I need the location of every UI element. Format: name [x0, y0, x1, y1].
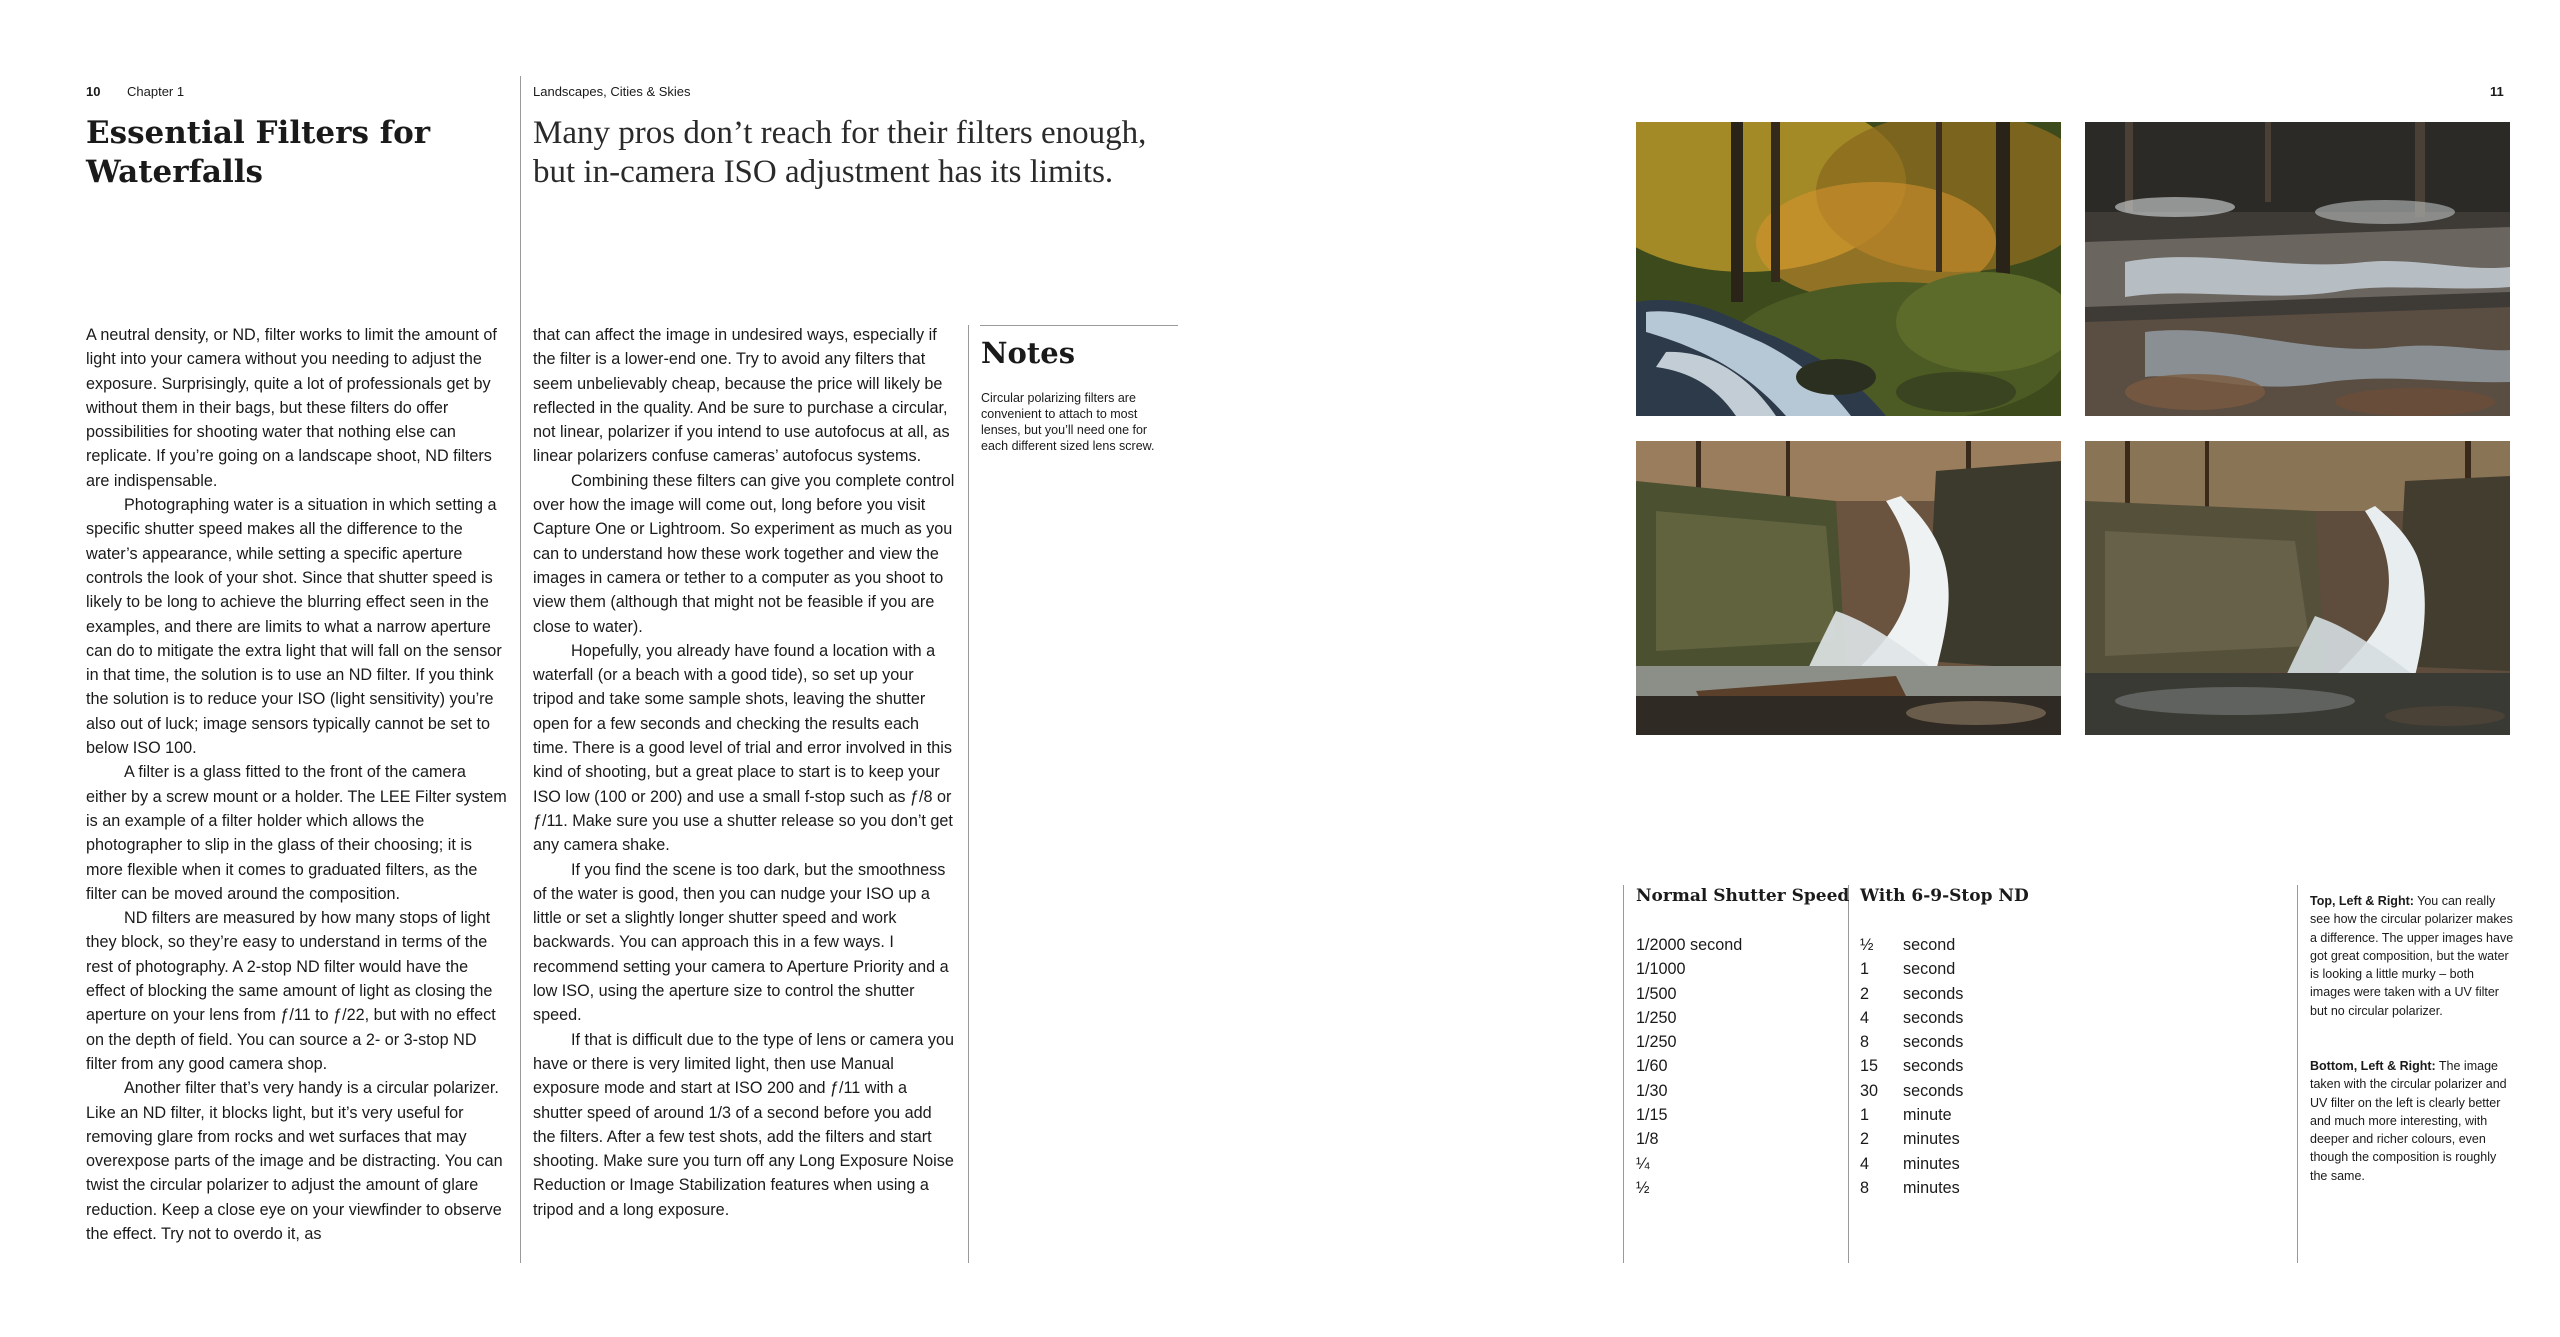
paragraph: Hopefully, you already have found a location with a waterfall (or a beach with a good tide), so set up your tripod and take some sample shots, leaving the shutter open for a few seconds and checking the results each time. There is a good level of trial and error involved in this kind of shooting, but a great place to start is to keep your ISO low (100 or 200) and use a small f-stop such as ƒ/8 or ƒ/11. Make sure you use a shutter release so you don’t get any camera shake.	[533, 641, 953, 855]
waterfall-with-polarizer-image	[1636, 441, 2061, 735]
caption-bottom-label: Bottom, Left & Right:	[2310, 1059, 2436, 1073]
page-number-right: 11	[2490, 84, 2504, 99]
caption-bottom-text: The image taken with the circular polarizer and UV filter on the left is clearly better and much more interesting, with deeper and richer colours, even though the composition is roughly the same.	[2310, 1059, 2507, 1183]
caption-top-label: Top, Left & Right:	[2310, 894, 2414, 908]
paragraph: Photographing water is a situation in which setting a specific shutter speed makes all the difference to the water’s appearance, while setting a specific aperture controls the look of your shot. Since that shutter speed is likely to be long to achieve the blurring effect seen in the examples, and there are limits to what a narrow aperture can do to mitigate the extra light that will fall on the sensor in that time, the solution is to use an ND filter. If you think the solution is to reduce your ISO (light sensitivity) you’re also out of luck; image sensors typically cannot be set to below ISO 100.	[86, 496, 502, 758]
table-cell: ½	[1860, 936, 1874, 954]
table-cell: 4	[1860, 1154, 1870, 1173]
table-rule-2	[1848, 885, 1849, 1263]
article-title-line-1: Essential Filters for	[86, 115, 431, 151]
table-cell: 1	[1860, 1106, 1870, 1125]
column-rule-2	[968, 325, 969, 1263]
table-cell: minutes	[1903, 1178, 1960, 1197]
paragraph: If that is difficult due to the type of lens or camera you have or there is very limited light, then use Manual exposure mode and start at ISO 200 and ƒ/11 with a shutter speed of around 1/3 of a second before you add the filters. After a few test shots, add the filters and start shooting. Make sure you turn off any Long Exposure Noise Reduction or Image Stabilization features when using a tripod and a long exposure.	[533, 1030, 955, 1219]
table-cell: seconds	[1903, 1033, 1964, 1052]
photo-bottom-right	[2085, 441, 2510, 735]
notes-top-rule	[980, 325, 1178, 326]
caption-bottom	[2310, 1057, 2516, 1185]
table-cell: 1	[1860, 960, 1870, 979]
table-cell: seconds	[1903, 984, 1964, 1003]
table-column-nd-unit	[1903, 933, 2023, 1200]
table-cell: 1/1000	[1636, 960, 1686, 979]
table-header-nd: With 6-9-Stop ND	[1860, 886, 2029, 906]
article-deck-line-1: Many pros don’t reach for their filters enough,	[533, 115, 1147, 151]
table-cell: seconds	[1903, 1057, 1964, 1076]
table-cell: minute	[1903, 1106, 1952, 1125]
notes-heading: Notes	[981, 336, 1076, 370]
photo-top-left	[1636, 122, 2061, 416]
table-cell: 1/500	[1636, 984, 1677, 1003]
table-column-nd-number	[1860, 933, 1900, 1200]
table-cell: 15	[1860, 1057, 1879, 1076]
paragraph: A filter is a glass fitted to the front of the camera either by a screw mount or a holder. The LEE Filter system is an example of a filter holder which allows the photographer to slip in the glass of their choosing; it is more flexible when it comes to graduated filters, as the filter can be moved around the composition.	[86, 763, 507, 903]
table-cell: ¼	[1636, 1154, 1650, 1173]
table-cell: 1/30	[1636, 1081, 1668, 1100]
table-column-normal	[1636, 933, 1836, 1200]
body-column-2	[533, 323, 957, 1222]
paragraph: A neutral density, or ND, filter works to limit the amount of light into your camera without you needing to adjust the exposure. Surprisingly, quite a lot of professionals get by without them in their bags, but these filters do offer possibilities for shooting water that nothing else can replicate. If you’re going on a landscape shoot, ND filters are indispensable.	[86, 326, 497, 490]
table-cell: 4	[1860, 1008, 1870, 1027]
article-deck	[533, 114, 1233, 192]
table-cell: minutes	[1903, 1154, 1960, 1173]
table-cell: 2	[1860, 1130, 1870, 1149]
paragraph: Combining these filters can give you complete control over how the image will come out, long before you visit Capture One or Lightroom. So experiment as much as you can to understand how these work together and view the images in camera or tether to a computer as you shoot to view them (although that might not be feasible if you are close to water).	[533, 471, 955, 636]
page-number-left: 10	[86, 84, 101, 99]
table-header-normal: Normal Shutter Speed	[1636, 886, 1850, 906]
chapter-label: Chapter 1	[127, 84, 185, 99]
caption-rule	[2297, 885, 2298, 1263]
paragraph: ND filters are measured by how many stops of light they block, so they’re easy to understand in terms of the rest of photography. A 2-stop ND filter would have the effect of blocking the same amount of light as closing the aperture on your lens from ƒ/11 to ƒ/22, but with no effect on the depth of field. You can source a 2- or 3-stop ND filter from any good camera shop.	[86, 909, 496, 1073]
table-cell: 2	[1860, 984, 1870, 1003]
table-cell: second	[1903, 960, 1956, 979]
table-cell: 1/60	[1636, 1057, 1668, 1076]
table-cell: 1/2000 second	[1636, 936, 1743, 954]
caption-top	[2310, 892, 2516, 1020]
column-rule-1	[520, 76, 521, 1263]
table-cell: 1/15	[1636, 1106, 1668, 1125]
photo-top-right	[2085, 122, 2510, 416]
body-column-1	[86, 323, 510, 1246]
waterfall-without-polarizer-image	[2085, 441, 2510, 735]
section-label: Landscapes, Cities & Skies	[533, 84, 691, 99]
table-cell: seconds	[1903, 1008, 1964, 1027]
autumn-waterfall-image	[1636, 122, 2061, 416]
caption-top-text: You can really see how the circular polarizer makes a difference. The upper images have got great composition, but the water is looking a little murky – both images were taken with a UV filter but no circular polarizer.	[2310, 894, 2514, 1018]
article-title-line-2: Waterfalls	[86, 154, 264, 190]
table-cell: 30	[1860, 1081, 1879, 1100]
table-cell: second	[1903, 936, 1956, 954]
photo-bottom-left	[1636, 441, 2061, 735]
table-cell: 1/8	[1636, 1130, 1659, 1149]
article-title	[86, 114, 506, 192]
notes-text: Circular polarizing filters are convenient to attach to most lenses, but you’ll need one for each different sized lens screw.	[981, 391, 1155, 453]
paragraph: Another filter that’s very handy is a circular polarizer. Like an ND filter, it blocks light, but it’s very useful for removing glare from rocks and wet surfaces that may overexpose parts of the image and be distracting. You can twist the circular polarizer to adjust the amount of glare reduction. Keep a close eye on your viewfinder to observe the effect. Try not to overdo it, as	[86, 1079, 503, 1243]
table-cell: ½	[1636, 1178, 1650, 1197]
table-rule-1	[1623, 885, 1624, 1263]
rocky-stream-image	[2085, 122, 2510, 416]
table-cell: seconds	[1903, 1081, 1964, 1100]
paragraph: If you find the scene is too dark, but the smoothness of the water is good, then you can nudge your ISO up a little or set a slightly longer shutter speed and work backwards. You can approach this in a few ways. I recommend setting your camera to Aperture Priority and a low ISO, using the aperture size to control the shutter speed.	[533, 860, 949, 1025]
table-cell: 1/250	[1636, 1008, 1677, 1027]
table-cell: 8	[1860, 1178, 1870, 1197]
table-cell: 8	[1860, 1033, 1870, 1052]
article-deck-line-2: but in-camera ISO adjustment has its limits.	[533, 154, 1114, 190]
table-cell: 1/250	[1636, 1033, 1677, 1052]
paragraph: that can affect the image in undesired ways, especially if the filter is a lower-end one. Try to avoid any filters that seem unbelievably cheap, because the price will likely be reflected in the quality. And be sure to purchase a circular, not linear, polarizer if you intend to use autofocus at all, as linear polarizers confuse cameras’ autofocus systems.	[533, 326, 950, 466]
table-cell: minutes	[1903, 1130, 1960, 1149]
